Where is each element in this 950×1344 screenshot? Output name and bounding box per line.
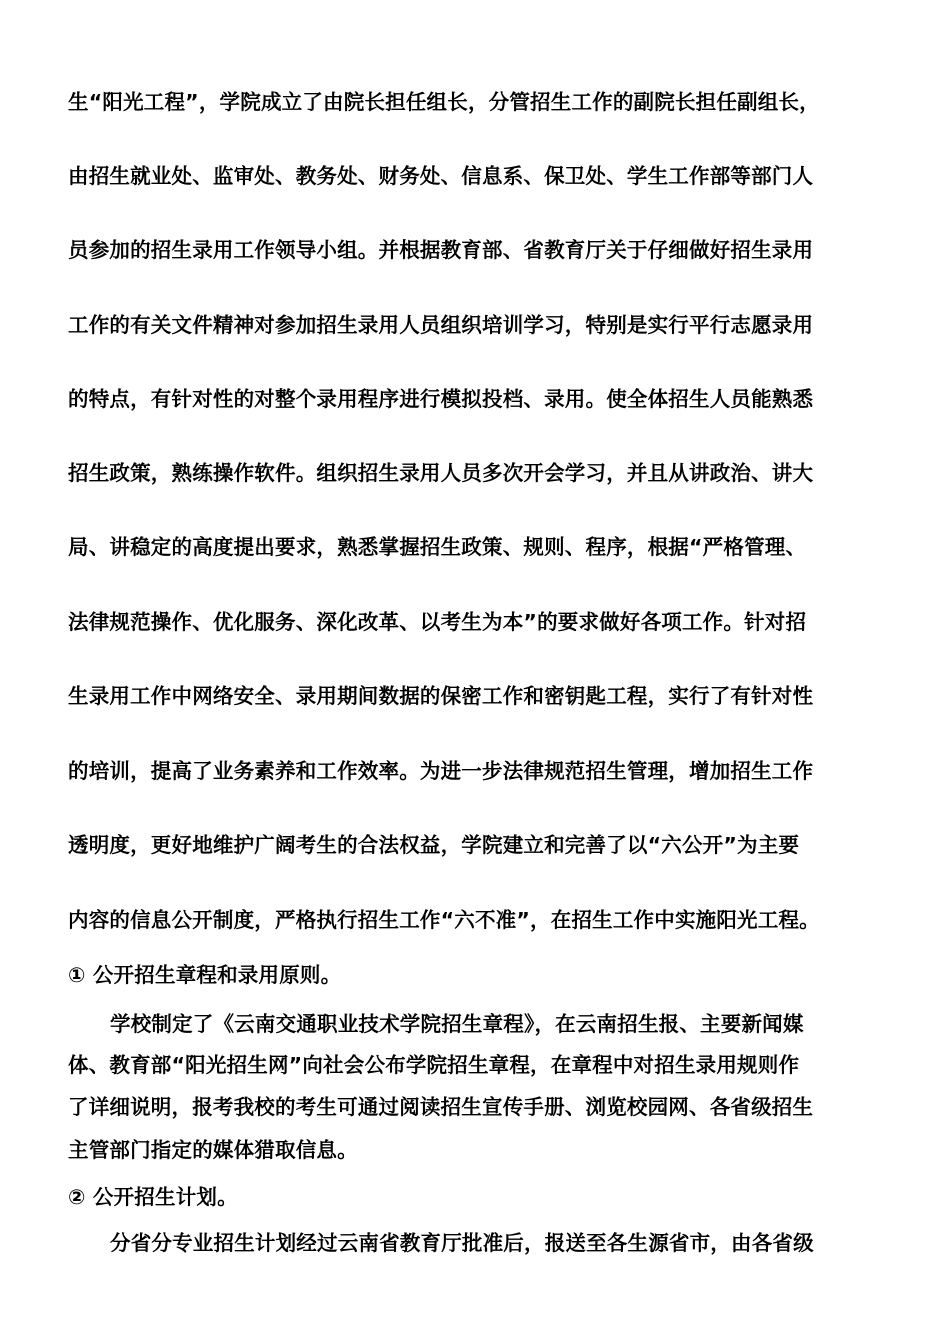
text-line: 的培训，提高了业务素养和工作效率。为进一步法律规范招生管理，增加招生工作 [68,759,814,783]
text-line: 透明度，更好地维护广阔考生的合法权益，学院建立和完善了以“六公开”为主要 [68,833,800,857]
text-line: 工作的有关文件精神对参加招生录用人员组织培训学习，特别是实行平行志愿录用 [68,313,814,337]
text-line: 内容的信息公开制度，严格执行招生工作“六不准”，在招生工作中实施阳光工程。 [68,908,820,932]
text-line: 招生政策，熟练操作软件。组织招生录用人员多次开会学习，并且从讲政治、讲大 [68,461,814,485]
text-line: 由招生就业处、监审处、教务处、财务处、信息系、保卫处、学生工作部等部门人 [68,164,814,188]
text-line: 了详细说明，报考我校的考生可通过阅读招生宣传手册、浏览校园网、各省级招生 [68,1095,814,1119]
text-line: 员参加的招生录用工作领导小组。并根据教育部、省教育厅关于仔细做好招生录用 [68,238,814,262]
text-line: 学校制定了《云南交通职业技术学院招生章程》，在云南招生报、主要新闻媒 [110,1012,804,1036]
text-line: 体、教育部“阳光招生网”向社会公布学院招生章程，在章程中对招生录用规则作 [68,1053,800,1077]
text-line: 法律规范操作、优化服务、深化改革、以考生为本”的要求做好各项工作。针对招 [68,610,807,634]
text-line: 生录用工作中网络安全、录用期间数据的保密工作和密钥匙工程，实行了有针对性 [68,684,814,708]
section-heading: ② 公开招生计划。 [68,1185,238,1209]
text-line: 主管部门指定的媒体猎取信息。 [68,1138,358,1162]
text-line: 局、讲稳定的高度提出要求，熟悉掌握招生政策、规则、程序，根据“严格管理、 [68,535,807,559]
section-heading: ① 公开招生章程和录用原则。 [68,963,342,987]
text-line: 的特点，有针对性的对整个录用程序进行模拟投档、录用。使全体招生人员能熟悉 [68,387,814,411]
text-line: 分省分专业招生计划经过云南省教育厅批准后，报送至各生源省市，由各省级 [110,1231,814,1255]
text-line: 生“阳光工程”，学院成立了由院长担任组长，分管招生工作的副院长担任副组长， [68,90,820,114]
